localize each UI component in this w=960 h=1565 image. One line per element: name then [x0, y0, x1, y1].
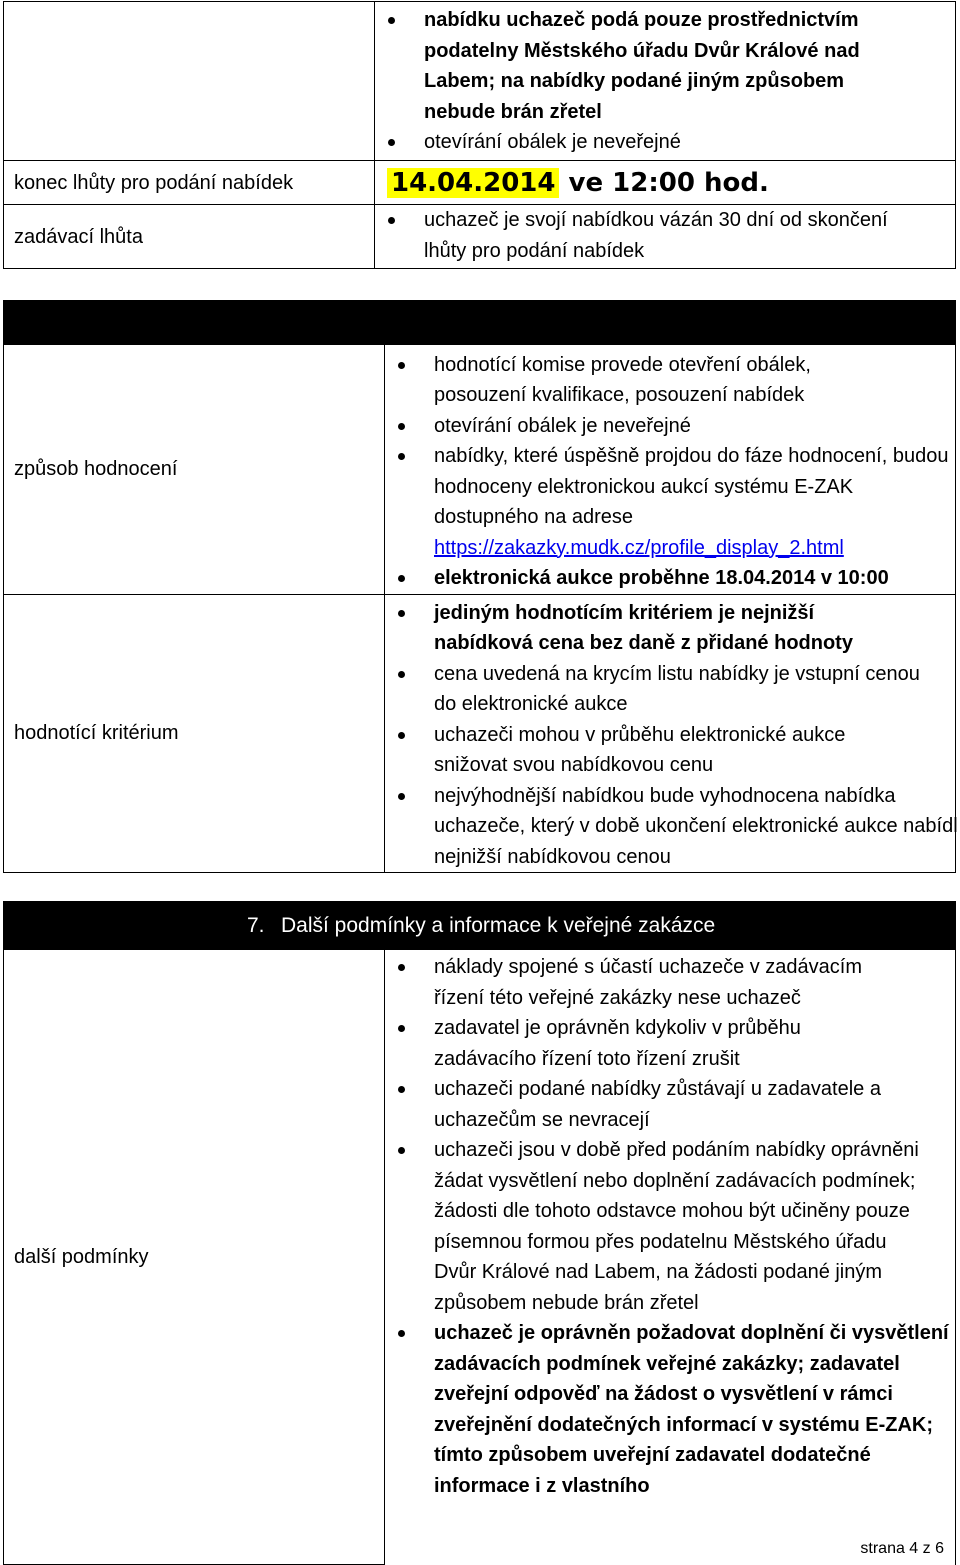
validity-label: zadávací lhůta [4, 205, 375, 269]
deadline-table [3, 1, 956, 269]
method-cell [385, 344, 956, 594]
deadline-date: 14.04.2014 [387, 168, 559, 198]
list-item: elektronická aukce proběhne 18.04.2014 v 10:00 [385, 563, 940, 594]
deadline-value [375, 161, 956, 205]
bullet-icon [398, 1086, 405, 1093]
bullet-icon [388, 17, 395, 24]
bullet-icon [398, 732, 405, 739]
list-item: otevírání obálek je neveřejné [375, 127, 955, 158]
section-number: 7. [247, 914, 265, 937]
conditions-cell [385, 950, 956, 1565]
ezak-link[interactable]: https://zakazky.mudk.cz/profile_display_2.html [434, 536, 844, 559]
submission-bullets [375, 5, 955, 158]
list-item: otevírání obálek je neveřejné [385, 411, 940, 442]
list-item: uchazeči podané nabídky zůstávají u zadavatele a uchazečům se nevracejí [385, 1074, 934, 1135]
submission-info-cell [375, 2, 956, 161]
list-item: zadavatel je oprávněn kdykoliv v průběhu zadávacího řízení toto řízení zrušit [385, 1013, 864, 1074]
empty-label-cell [4, 2, 375, 161]
list-item: hodnotící komise provede otevření obálek, posouzení kvalifikace, posouzení nabídek [385, 350, 874, 411]
page-number: strana 4 z 6 [860, 1540, 944, 1557]
list-item: náklady spojené s účastí uchazeče v zadávacím řízení této veřejné zakázky nese uchazeč [385, 952, 914, 1013]
deadline-time: ve 12:00 hod. [568, 167, 769, 198]
criterion-cell [385, 594, 956, 873]
bullet-icon [398, 793, 405, 800]
validity-cell [375, 205, 956, 269]
list-item: uchazeč je oprávněn požadovat doplnění či vysvětlení zadávacích podmínek veřejné zakázky; zadavatel zveřejní odpověď na žádost o vysvětlení v rámci zveřejnění dodatečných informací v systému E-ZAK; tímto způsobem uveřejní zadavatel dodatečné informace i z vlastního [385, 1318, 959, 1501]
bullet-icon [388, 217, 395, 224]
conditions-label: další podmínky [4, 950, 385, 1565]
criterion-label: hodnotící kritérium [4, 594, 385, 873]
deadline-label: konec lhůty pro podání nabídek [4, 161, 375, 205]
bullet-icon [398, 964, 405, 971]
bullet-icon [398, 1147, 405, 1154]
list-item: uchazeči jsou v době před podáním nabídky oprávněni žádat vysvětlení nebo doplnění zadávacích podmínek; žádosti dle tohoto odstavce mohou být učiněny pouze písemnou formou přes podatelnu Městského úřadu Dvůr Králové nad Labem, na žádosti podané jiným způsobem nebude brán zřetel [385, 1135, 929, 1318]
conditions-table [3, 949, 956, 1565]
section-title: Další podmínky a informace k veřejné zakázce [281, 914, 716, 937]
bullet-icon [398, 610, 405, 617]
bullet-icon [388, 139, 395, 146]
bullet-icon [398, 1025, 405, 1032]
method-label: způsob hodnocení [4, 344, 385, 594]
list-item: uchazeči mohou v průběhu elektronické aukce snižovat svou nabídkovou cenu [385, 720, 924, 781]
bullet-icon [398, 575, 405, 582]
list-item: nabídky, které úspěšně projdou do fáze hodnocení, budou hodnoceny elektronickou aukcí systému E-ZAK dostupného na adrese https://zakazky.mudk.cz/profile_display_2.html [385, 441, 959, 563]
bullet-icon [398, 1330, 405, 1337]
bullet-icon [398, 453, 405, 460]
bullet-icon [398, 423, 405, 430]
list-item: nabídku uchazeč podá pouze prostřednictvím podatelny Městského úřadu Dvůr Králové nad Labem; na nabídky podané jiným způsobem nebude brán zřetel [375, 5, 894, 127]
list-item: cena uvedená na krycím listu nabídky je vstupní cenou do elektronické aukce [385, 659, 934, 720]
list-item: uchazeč je svojí nabídkou vázán 30 dní od skončení lhůty pro podání nabídek [375, 205, 915, 266]
section-7-header [3, 901, 956, 949]
list-item: jediným hodnotícím kritériem je nejnižší nabídková cena bez daně z přidané hodnoty [385, 598, 904, 659]
bullet-icon [398, 671, 405, 678]
bullet-icon [398, 362, 405, 369]
list-item: nejvýhodnější nabídkou bude vyhodnocena nabídka uchazeče, který v době ukončení elektronické aukce nabídl nejnižší nabídkovou cenou [385, 781, 960, 873]
evaluation-table [3, 300, 956, 873]
